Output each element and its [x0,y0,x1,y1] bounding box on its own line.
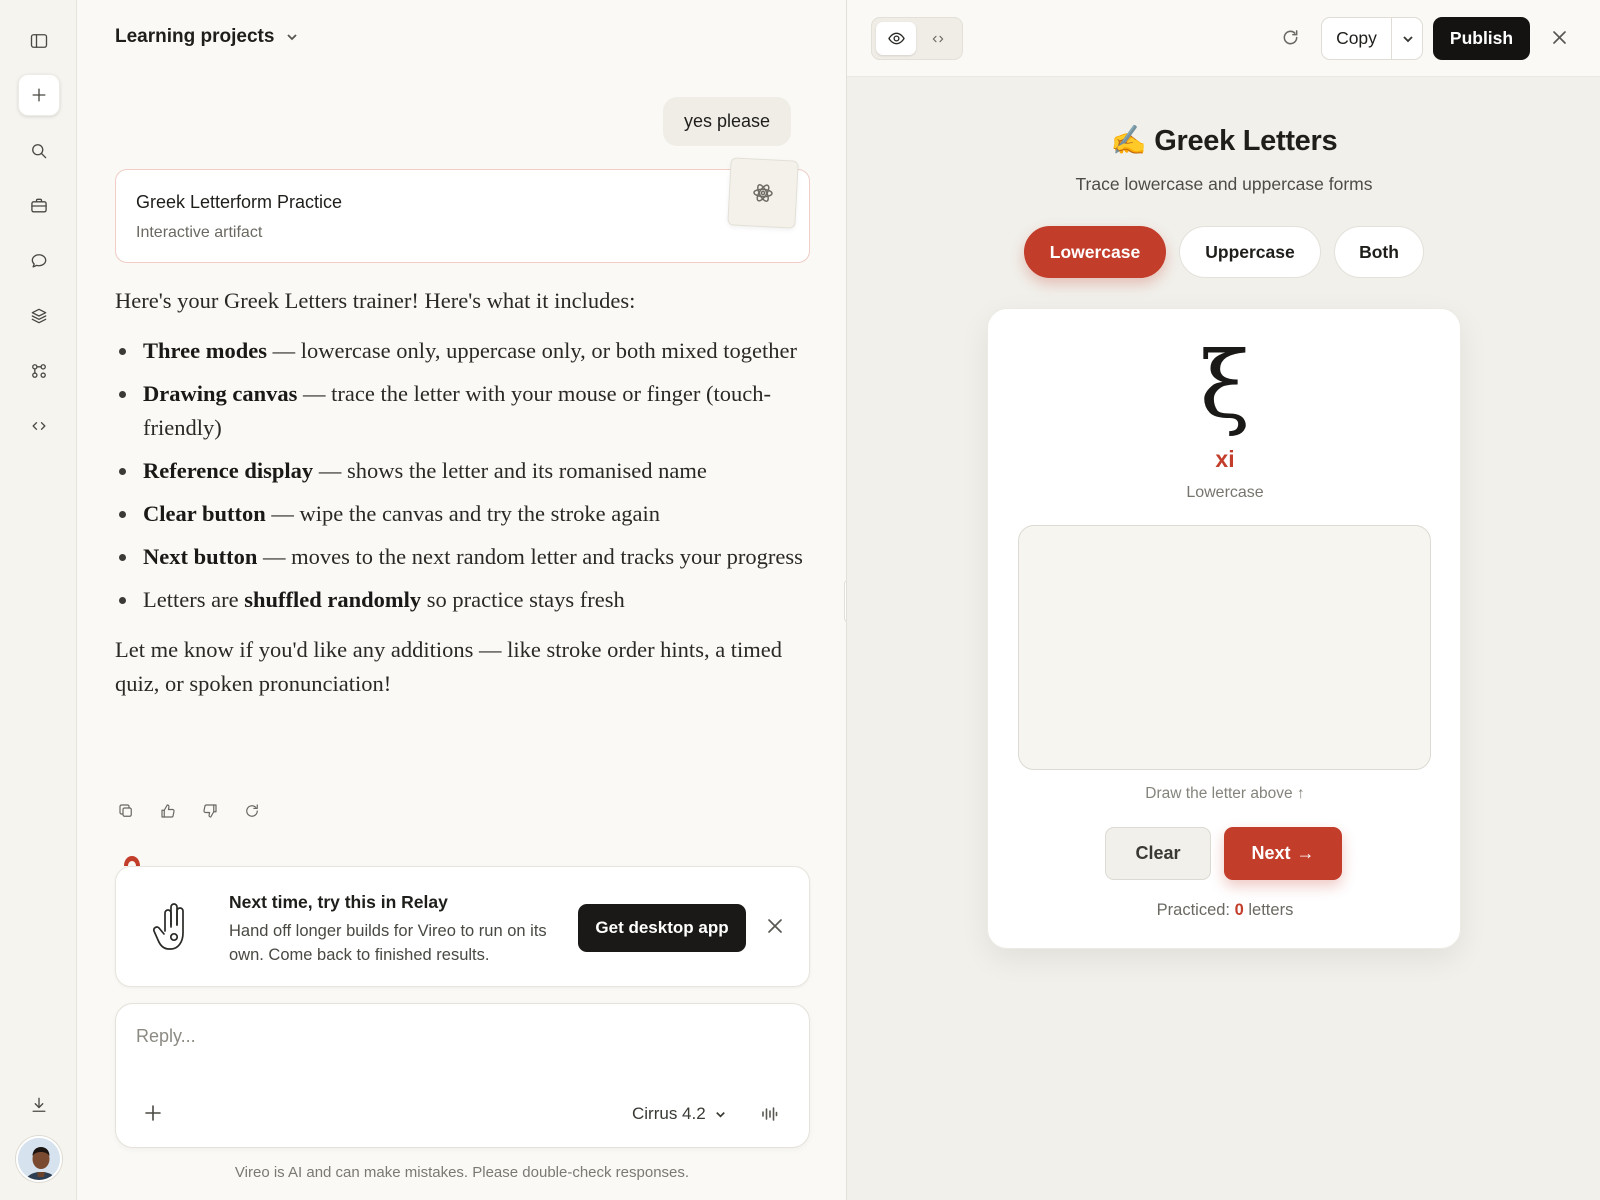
thumbs-down-button[interactable] [199,800,221,822]
code-icon [29,416,49,436]
copy-message-button[interactable] [115,800,137,822]
download-icon [29,1095,49,1115]
artifact-panel [846,0,1600,1200]
progress-count: 0 [1234,901,1244,919]
sidebar-toggle-icon [29,31,49,51]
chevron-down-icon [714,1108,727,1121]
composer [115,1003,810,1148]
publish-button[interactable]: Publish [1433,17,1530,60]
hand-icon [150,901,194,953]
search-button[interactable] [18,130,60,172]
project-title: Learning projects [115,26,275,47]
left-rail [0,0,77,1200]
atom-icon [750,180,775,205]
chat-bubble-icon [29,251,49,271]
promo-title: Next time, try this in Relay [229,892,448,912]
assistant-reply [115,284,815,717]
sidebar-toggle-button[interactable] [18,20,60,62]
user-avatar[interactable] [16,1136,62,1182]
code-button[interactable] [18,405,60,447]
view-toggle [871,17,963,60]
mode-both-button[interactable]: Both [1334,226,1424,278]
list-item: Reference display — shows the letter and its romanised name [115,454,815,488]
preview-tab[interactable] [876,22,916,55]
copy-options-button[interactable] [1392,18,1423,59]
promo-text: Hand off longer builds for Vireo to run on its own. Come back to finished results. [229,922,547,964]
avatar-image [18,1138,62,1182]
reference-letter: ξ [1199,332,1251,439]
letter-name: xi [1215,446,1235,472]
refresh-icon [1281,28,1300,47]
mode-uppercase-button[interactable]: Uppercase [1179,226,1321,278]
chat-column [77,0,846,1200]
case-label: Lowercase [1186,484,1264,501]
draw-hint: Draw the letter above ↑ [1145,785,1305,802]
plus-icon [29,85,49,105]
dismiss-promo-button[interactable] [766,917,786,937]
code-icon [930,31,946,47]
close-panel-button[interactable] [1551,29,1571,49]
chevron-down-icon [284,29,300,45]
project-selector[interactable] [115,26,300,48]
practice-card [987,308,1461,949]
artifacts-button[interactable] [18,295,60,337]
model-selector[interactable] [632,1104,727,1124]
spark-mark-icon [121,852,143,866]
close-icon [1551,29,1568,46]
connectors-button[interactable] [18,350,60,392]
progress-counter [988,901,1462,920]
app-subtitle: Trace lowercase and uppercase forms [1075,174,1373,194]
clear-button[interactable]: Clear [1105,827,1211,880]
model-name: Cirrus 4.2 [632,1104,706,1123]
artifact-thumbnail [727,157,798,228]
chevron-down-icon [1402,33,1414,45]
next-button[interactable] [1224,827,1342,880]
add-attachment-button[interactable] [144,1104,166,1126]
desktop-app-promo [115,866,810,987]
plus-icon [144,1104,162,1122]
list-item: Letters are shuffled randomly so practice stays fresh [115,583,815,617]
reply-intro: Here's your Greek Letters trainer! Here's what it includes: [115,288,636,313]
chats-button[interactable] [18,240,60,282]
list-item: Three modes — lowercase only, uppercase only, or both mixed together [115,334,815,368]
reply-input[interactable] [136,1026,776,1047]
drawing-canvas[interactable] [1018,525,1431,770]
user-message: yes please [663,97,791,146]
list-item: Next button — moves to the next random letter and tracks your progress [115,540,815,574]
artifact-card-subtitle: Interactive artifact [136,224,263,241]
download-button[interactable] [18,1084,60,1126]
thumbs-up-button[interactable] [157,800,179,822]
voice-waveform-icon [760,1105,778,1123]
artifact-card[interactable] [115,169,810,263]
retry-button[interactable] [241,800,263,822]
copy-button[interactable]: Copy [1322,18,1392,59]
eye-icon [887,29,906,48]
disclaimer: Vireo is AI and can make mistakes. Please double-check responses. [234,1164,690,1181]
retry-icon [243,802,261,820]
projects-button[interactable] [18,185,60,227]
progress-suffix: letters [1243,901,1294,919]
reply-feature-list [115,334,815,617]
nodes-icon [29,361,49,381]
layers-icon [29,306,49,326]
mode-lowercase-button[interactable]: Lowercase [1024,226,1166,278]
artifact-toolbar [847,0,1600,77]
get-desktop-app-button[interactable]: Get desktop app [578,904,746,952]
arrow-right-icon: → [1296,843,1315,863]
copy-group [1321,17,1423,60]
artifact-card-title: Greek Letterform Practice [136,192,343,212]
progress-prefix: Practiced: [1156,901,1235,919]
close-icon [766,917,784,935]
reply-outro: Let me know if you'd like any additions — like stroke order hints, a timed quiz, or spoken pronunciation! [115,637,783,696]
app-title: ✍️ Greek Letters [1110,125,1338,157]
next-button-label: Next [1251,843,1291,863]
briefcase-icon [29,196,49,216]
list-item: Clear button — wipe the canvas and try the stroke again [115,497,815,531]
copy-icon [117,802,135,820]
voice-input-button[interactable] [760,1105,780,1125]
refresh-button[interactable] [1281,28,1303,50]
thumbs-down-icon [201,802,219,820]
search-icon [29,141,49,161]
message-actions [115,800,263,822]
new-chat-button[interactable] [18,74,60,116]
list-item: Drawing canvas — trace the letter with your mouse or finger (touch-friendly) [115,377,815,445]
thumbs-up-icon [159,802,177,820]
code-tab[interactable] [918,22,958,55]
